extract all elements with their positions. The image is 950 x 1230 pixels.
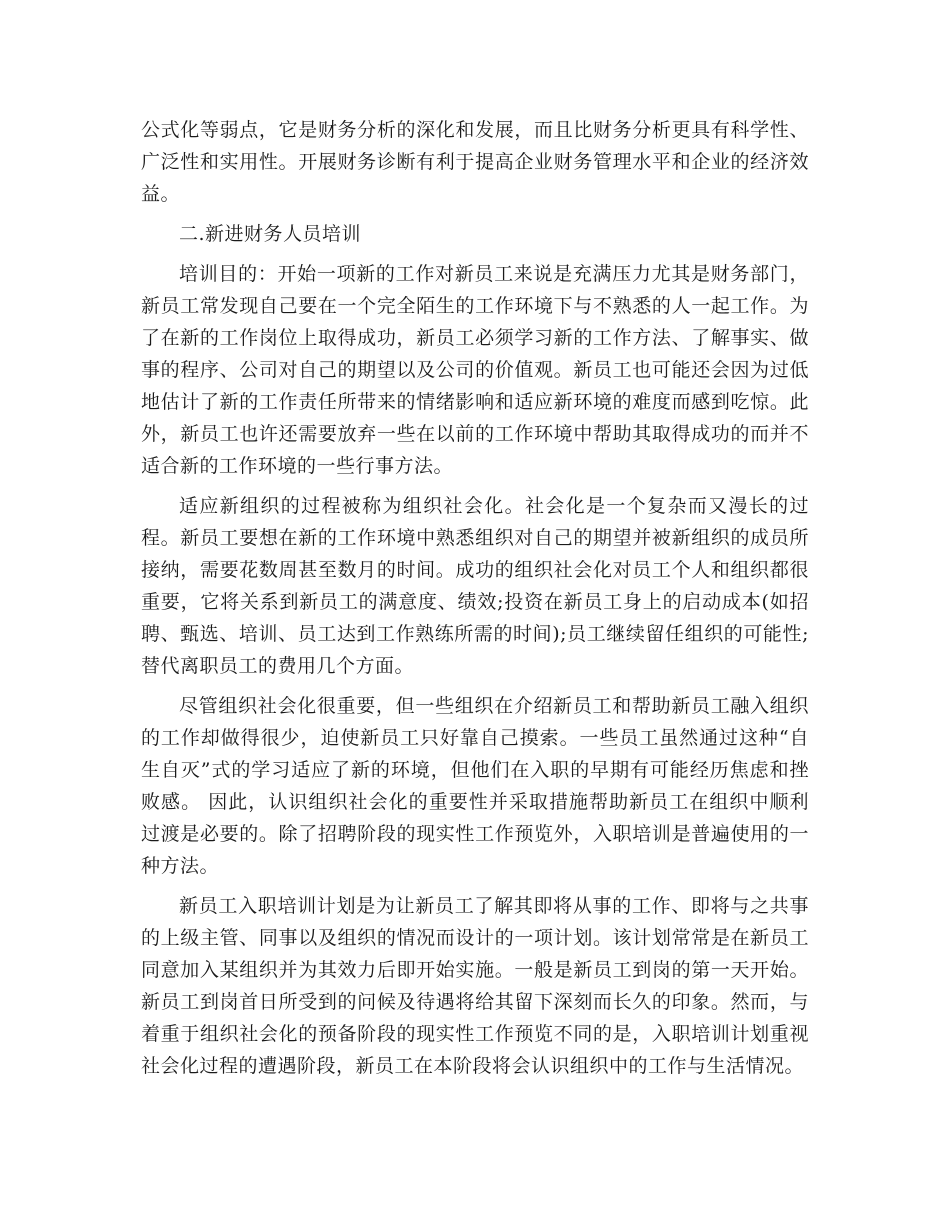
paragraph-orientation-plan: 新员工入职培训计划是为让新员工了解其即将从事的工作、即将与之共事的上级主管、同事以及组织的情况而设计的一项计划。该计划常常是在新员工同意加入某组织并为其效力后即开始实施。一般是新员工到岗的第一天开始。新员工到岗首日所受到的问候及待遇将给其留下深刻而长久的印象。然而，与着重于组织社会化的预备阶段的现实性工作预览不同的是，入职培训计划重视社会化过程的遭遇阶段，新员工在本阶段将会认识组织中的工作与生活情况。 <box>141 895 809 1077</box>
paragraph-socialization: 适应新组织的过程被称为组织社会化。社会化是一个复杂而又漫长的过程。新员工要想在新的工作环境中熟悉组织对自己的期望并被新组织的成员所接纳，需要花数周甚至数月的时间。成功的组织社会化对员工个人和组织都很重要，它将关系到新员工的满意度、绩效;投资在新员工身上的启动成本(如招聘、甄选、培训、员工达到工作熟练所需的时间);员工继续留任组织的可能性;替代离职员工的费用几个方面。 <box>141 495 809 677</box>
paragraph-training-purpose: 培训目的：开始一项新的工作对新员工来说是充满压力尤其是财务部门，新员工常发现自己要在一个完全陌生的工作环境下与不熟悉的人一起工作。为了在新的工作岗位上取得成功，新员工必须学习新的工作方法、了解事实、做事的程序、公司对自己的期望以及公司的价值观。新员工也可能还会因为过低地估计了新的工作责任所带来的情绪影响和适应新环境的难度而感到吃惊。此外，新员工也许还需要放弃一些在以前的工作环境中帮助其取得成功的而并不适合新的工作环境的一些行事方法。 <box>141 263 809 477</box>
document-body <box>141 114 809 1090</box>
paragraph-importance: 尽管组织社会化很重要，但一些组织在介绍新员工和帮助新员工融入组织的工作却做得很少，迫使新员工只好靠自己摸索。一些员工虽然通过这种“自生自灭”式的学习适应了新的环境，但他们在入职的早期有可能经历焦虑和挫败感。 因此，认识组织社会化的重要性并采取措施帮助新员工在组织中顺利过渡是必要的。除了招聘阶段的现实性工作预览外，入职培训是普遍使用的一种方法。 <box>141 695 809 877</box>
section-heading: 二.新进财务人员培训 <box>179 223 362 245</box>
paragraph-continuation: 公式化等弱点，它是财务分析的深化和发展，而且比财务分析更具有科学性、广泛性和实用性。开展财务诊断有利于提高企业财务管理水平和企业的经济效益。 <box>141 119 809 205</box>
